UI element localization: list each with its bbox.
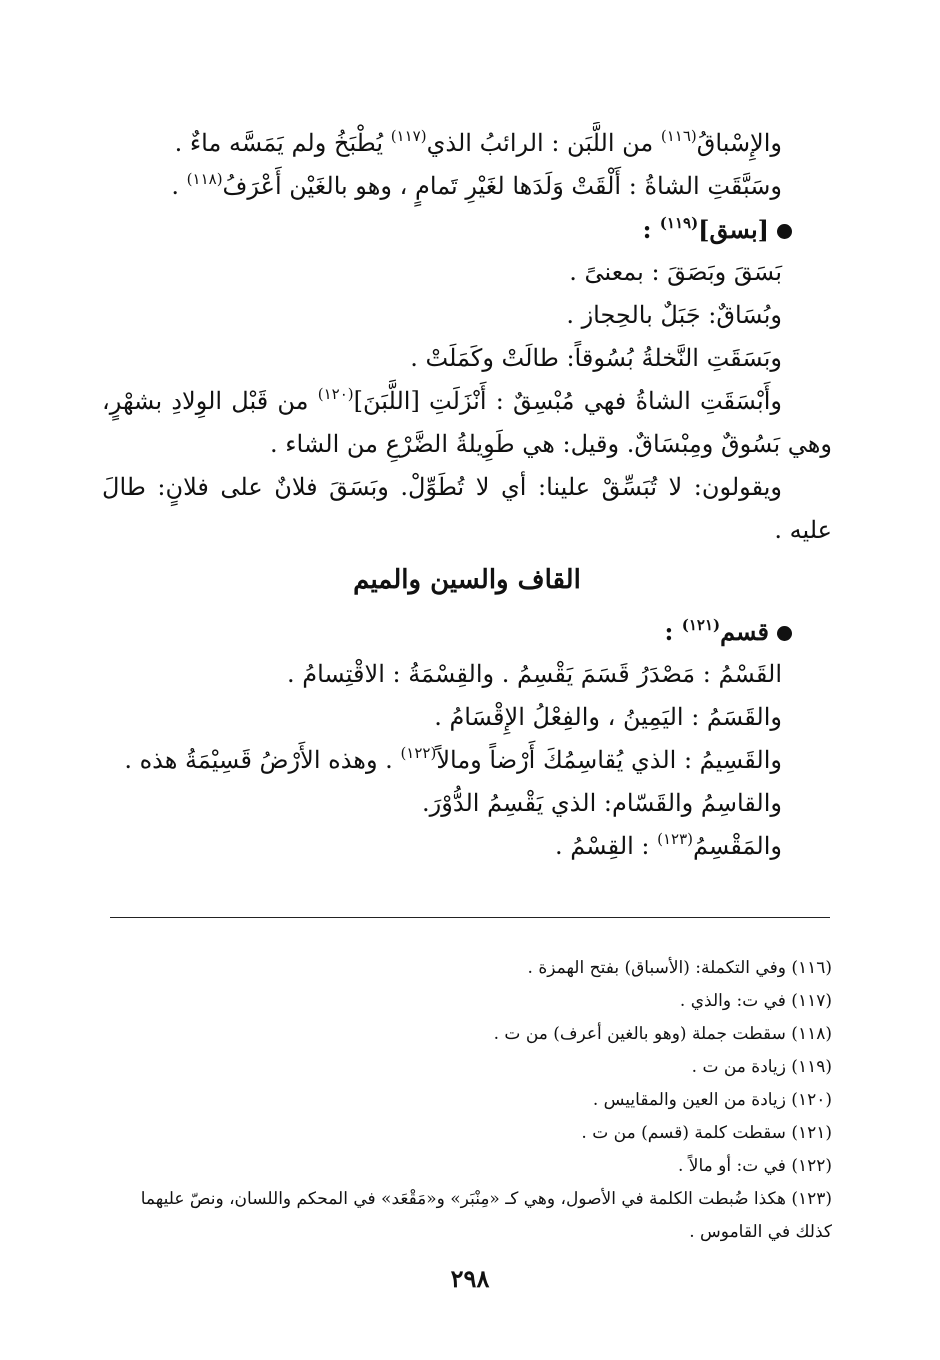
text-segment: وأَبْسَقَتِ الشاةُ فهي مُبْسِقٌ : أَنْزَلَتِ [اللَّبَنَ] [353,387,782,415]
text-segment: والإِسْباقُ [696,129,782,157]
footnote-ref: (١١٧) [390,127,427,145]
entry-heading-qasm [102,610,832,653]
text-line: والقاسِمُ والقَسّام: الذي يَقْسِمُ الدُّوْرَ. [422,789,782,817]
bullet-icon [777,224,792,239]
page-number: ٢٩٨ [450,1264,490,1293]
text-paragraph [102,380,832,466]
text-segment: والقَسِيمُ : الذي يُقاسِمُكَ أَرْضاً ومالاً [436,746,782,774]
text-paragraph: ويقولون: لا تُبَسِّقْ علينا: أي لا تُطَوِّلْ. وبَسَقَ فلانٌ على فلانٍ: طالَ عليه . [102,473,832,544]
section-title: القاف والسين والميم [353,565,581,595]
footnote-ref: (١٢١) [681,616,721,634]
text-line [102,739,832,782]
text-line [102,825,832,868]
entry-heading-basaq [102,208,832,251]
footnote: (١٢٠) زيادة من العين والمقاييس . [592,1090,832,1110]
text-segment: من قَبْل الوِلادِ بشهْرٍ، وهي بَسُوقٌ ومِبْسَاقٌ. وقيل: هي طَوِيلةُ الضَّرْعِ من الشاء . [102,387,832,458]
footnote-ref: (١١٨) [186,170,223,188]
footnote: (١٢١) سقطت كلمة (قسم) من ت . [581,1123,832,1143]
text-line [102,122,832,165]
text-segment: وسَبَّقَتِ الشاةُ : أَلْقَتْ وَلَدَها لغَيْرِ تَمامٍ ، وهو بالغَيْن أَعْرَفُ [222,172,782,200]
footnote-ref: (١٢٠) [317,385,354,403]
bullet-icon [777,626,792,641]
footnote: (١١٧) في ت: والذي . [679,991,832,1011]
footnotes [102,952,832,1249]
footnote: (١١٩) زيادة من ت . [691,1057,832,1077]
main-text [102,122,832,868]
footnote-ref: (١٢٣) [657,830,694,848]
footnote-ref: (١١٩) [659,214,699,232]
footnote: (١٢٣) هكذا ضُبطت الكلمة في الأصول، وهي كـ «مِنْبَر» و«مَقْعَد» في المحكم واللسان، ونصّ عليهما كذلك في القاموس . [140,1189,832,1242]
text-line: بَسَقَ وبَصَقَ : بمعنىً . [569,258,782,286]
text-line: وبُسَاقٌ: جَبَلٌ بالحِجاز . [566,301,782,329]
footnote-ref: (١١٦) [660,127,697,145]
text-segment: . وهذه الأَرْضُ قَسِيْمَةُ هذه . [124,746,401,774]
text-line: القَسْمُ : مَصْدَرُ قَسَمَ يَقْسِمُ . والقِسْمَةُ : الاقْتِسامُ . [286,660,782,688]
entry-colon: : [664,617,682,646]
entry-root: قسم [720,617,769,646]
text-line [102,165,832,208]
text-segment: . [171,172,187,200]
text-segment: من اللَّبَن : الرائبُ الذي [426,129,661,157]
text-segment: : القِسْمُ . [555,832,658,860]
entry-colon: : [642,215,660,244]
text-line: والقَسَمُ : اليَمِينُ ، والفِعْلُ الإِقْسَامُ . [434,703,782,731]
footnote: (١٢٢) في ت: أو مالاً . [677,1156,832,1176]
text-line: وبَسَقَتِ النَّخلةُ بُسُوقاً: طالَتْ وكَمَلَتْ . [410,344,782,372]
footnote: (١١٦) وفي التكملة: (الأسباق) بفتح الهمزة . [527,958,832,978]
entry-root: [بسق] [698,215,769,244]
text-segment: والمَقْسِمُ [693,832,782,860]
text-segment: يُطْبَخُ ولم يَمَسَّه ماءٌ . [174,129,391,157]
footnote: (١١٨) سقطت جملة (وهو بالغين أعرف) من ت . [493,1024,832,1044]
footnote-ref: (١٢٢) [400,744,437,762]
footnote-divider [110,917,830,918]
